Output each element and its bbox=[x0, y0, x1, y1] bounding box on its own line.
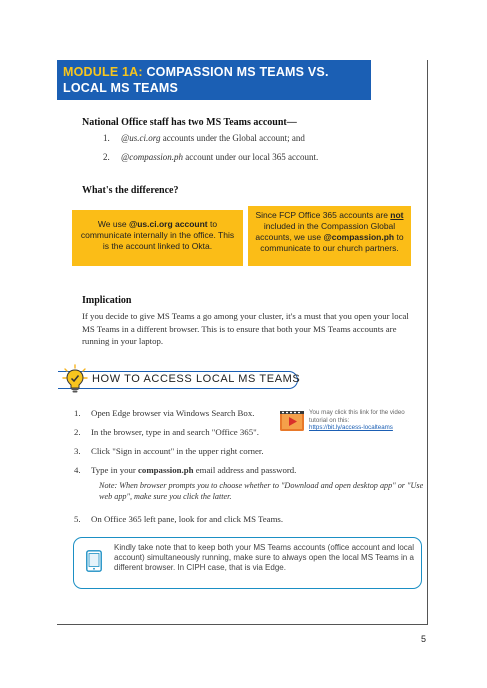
video-tutorial-callout[interactable] bbox=[280, 407, 404, 437]
browser-prompt-note: Note: When browser prompts you to choose whether to "Download and open desktop app" or "Use web app", make sure you click the latter. bbox=[99, 481, 424, 501]
intro-item-1 bbox=[103, 133, 305, 143]
intro-item-1-number: 1. bbox=[103, 133, 110, 143]
module-title-line1: COMPASSION MS TEAMS VS. bbox=[142, 65, 329, 79]
howto-title: HOW TO ACCESS LOCAL MS TEAMS bbox=[92, 373, 301, 385]
video-tutorial-text bbox=[309, 409, 409, 432]
global-box-text-post: to communicate internally in the office. This is the account linked to Okta. bbox=[80, 219, 235, 251]
intro-item-2-number: 2. bbox=[103, 152, 110, 162]
module-banner bbox=[57, 60, 371, 100]
intro-item-2-text: account under our local 365 account. bbox=[183, 152, 319, 162]
video-tutorial-link[interactable]: https://bit.ly/access-localteams bbox=[309, 424, 393, 432]
step-4-text-post: email address and password. bbox=[193, 465, 297, 475]
intro-heading: National Office staff has two MS Teams account— bbox=[82, 117, 297, 128]
step-3-number: 3. bbox=[74, 446, 81, 456]
global-box-account: @us.ci.org account bbox=[128, 219, 208, 229]
video-tutorial-caption: You may click this link for the video tutorial on this: bbox=[309, 409, 405, 424]
step-4-domain: compassion.ph bbox=[138, 465, 194, 475]
step-3-text: Click "Sign in account" in the upper right corner. bbox=[91, 446, 264, 456]
page-number: 5 bbox=[421, 634, 427, 644]
intro-item-2-domain: @compassion.ph bbox=[121, 152, 184, 162]
difference-heading: What's the difference? bbox=[82, 185, 179, 196]
module-label: MODULE 1A: bbox=[63, 65, 143, 79]
step-2-text: In the browser, type in and search "Office 365". bbox=[91, 427, 259, 437]
local-box-account: @compassion.ph bbox=[323, 232, 395, 242]
step-4 bbox=[74, 465, 296, 475]
notice-box bbox=[73, 537, 422, 589]
video-play-icon[interactable] bbox=[280, 409, 304, 433]
step-4-number: 4. bbox=[74, 465, 81, 475]
module-title-line2: LOCAL MS TEAMS bbox=[63, 81, 179, 95]
step-2-number: 2. bbox=[74, 427, 81, 437]
step-1-text: Open Edge browser via Windows Search Box. bbox=[91, 408, 255, 418]
intro-item-1-domain: @us.ci.org bbox=[121, 133, 161, 143]
step-5-text: On Office 365 left pane, look for and click MS Teams. bbox=[91, 514, 284, 524]
local-box-text-mid: included in the Compassion Global accounts, we use bbox=[255, 221, 396, 242]
step-5-number: 5. bbox=[74, 514, 81, 524]
local-box-not: not bbox=[390, 210, 404, 220]
tablet-icon bbox=[86, 550, 102, 572]
notice-text: Kindly take note that to keep both your MS Teams accounts (office account and local account) simultaneously running, make sure to always open the local MS Teams in a different browser. In CIPH case, that is via Edge. bbox=[114, 543, 414, 573]
local-box-text-pre: Since FCP Office 365 accounts are bbox=[255, 210, 391, 220]
global-box-text-pre: We use bbox=[97, 219, 129, 229]
global-account-box bbox=[72, 210, 243, 266]
step-4-text-pre: Type in your bbox=[91, 465, 139, 475]
implication-text: If you decide to give MS Teams a go among your cluster, it's a must that you open your local MS Teams in a different browser. This is to ensure that both your MS Teams accounts are running in your laptop. bbox=[82, 311, 409, 346]
lightbulb-check-icon bbox=[62, 364, 88, 394]
implication-heading: Implication bbox=[82, 295, 132, 306]
step-1 bbox=[74, 408, 254, 418]
local-account-box bbox=[248, 206, 411, 266]
step-2 bbox=[74, 427, 259, 437]
step-3 bbox=[74, 446, 264, 456]
intro-item-2 bbox=[103, 152, 318, 162]
local-box-text-post: to communicate to our church partners. bbox=[260, 232, 404, 253]
step-1-number: 1. bbox=[74, 408, 81, 418]
intro-item-1-text: accounts under the Global account; and bbox=[160, 133, 305, 143]
step-5 bbox=[74, 514, 283, 524]
